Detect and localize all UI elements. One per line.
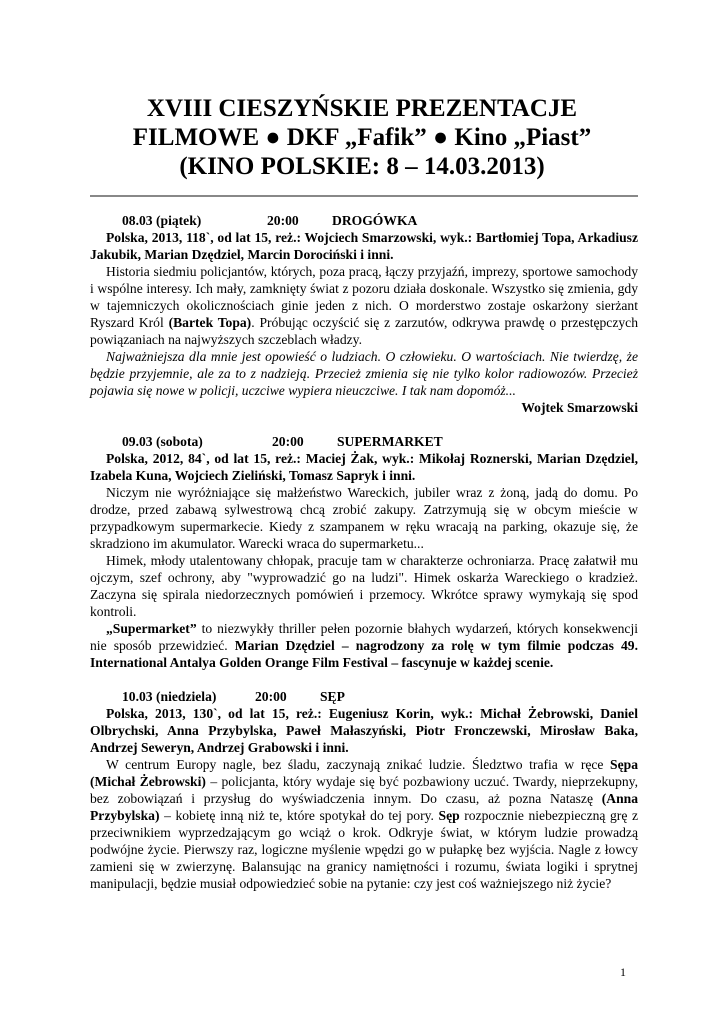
award-text: Marian Dzędziel – nagrodzony za rolę w tym filmie podczas 49. International Antalya Golden Orange Film Festival – fascynuje w każdej scenie. [90, 638, 638, 670]
program-content [90, 212, 638, 909]
screening-line [90, 212, 638, 229]
film-credits: Polska, 2013, 118`, od lat 15, reż.: Wojciech Smarzowski, wyk.: Bartłomiej Topa, Arkadiusz Jakubik, Marian Dzędziel, Marcin Dorociński i inni. [90, 230, 638, 262]
actor-name: (Anna Przybylska) [90, 791, 638, 823]
description-text: – policjanta, który wydaje się być pozbawiony uczuć. Twardy, nieprzekupny, bez zobowiązań i przysług do wyświadczenia innym. Do czasu, aż pozna Nataszę [90, 774, 638, 806]
title-line-1: XVIII CIESZYŃSKIE PREZENTACJE [146, 95, 578, 122]
director-quote: Najważniejsza dla mnie jest opowieść o ludziach. O człowieku. O wartościach. Nie twierdzę, że będzie przyjemnie, ale za to z nadzieją. Przecież zmienia się nie tylko kolor radiowozów. Przecież pojawia się nowe w policji, uczciwe wypiera nieuczciwe. I tak nam dopomóż... [90, 349, 638, 398]
description-text: Historia siedmiu policjantów, których, poza pracą, łączy przyjaźń, imprezy, sportowe samochody i wspólne interesy. Ich mały, zamknięty świat z pozoru działa doskonale. Wszystko się zmienia, gdy w tajemniczych okolicznościach ginie jeden z nich. O morderstwo zostaje oskarżony sierżant Ryszard Król [90, 264, 638, 330]
film-description [90, 263, 638, 348]
film-description: Niczym nie wyróżniające się małżeństwo Wareckich, jubiler wraz z żoną, jadą do domu. Po drodze, przed zabawą sylwestrową chcą zrobić zakupy. Zatrzymują się w obcym mieście w przypadkowym supermarkecie. Kiedy z szampanem w ręku wracają na parking, okazuje się, że skradziono im akumulator. Warecki wraca do supermarketu... [90, 485, 638, 551]
film-title: SĘP [320, 689, 345, 704]
actor-name: Sępa (Michał Żebrowski) [90, 757, 638, 789]
film-credits: Polska, 2013, 130`, od lat 15, reż.: Eugeniusz Korin, wyk.: Michał Żebrowski, Daniel Olbrychski, Anna Przybylska, Paweł Małaszyński, Piotr Fronczewski, Mirosław Baka, Andrzej Seweryn, Andrzej Grabowski i inni. [90, 706, 638, 755]
title-line-3: (KINO POLSKIE: 8 – 14.03.2013) [179, 153, 545, 180]
screening-line [90, 433, 638, 450]
screening-date: 09.03 (sobota) [122, 434, 203, 449]
film-title-mention: „Supermarket” [106, 621, 197, 636]
title-line-2: FILMOWE ● DKF „Fafik” ● Kino „Piast” [132, 124, 592, 151]
screening-time: 20:00 [267, 213, 299, 228]
screening-time: 20:00 [272, 434, 304, 449]
screening-date: 08.03 (piątek) [122, 213, 202, 228]
film-entry-supermarket [90, 433, 638, 671]
page-number: 1 [620, 965, 626, 979]
screening-date: 10.03 (niedziela) [122, 689, 217, 704]
film-entry-drogowka [90, 212, 638, 416]
film-title: DROGÓWKA [332, 213, 418, 228]
screening-line [90, 688, 638, 705]
film-entry-sep [90, 688, 638, 892]
description-text: to niezwykły thriller pełen pozornie błahych wydarzeń, których konsekwencji nie sposób przewidzieć. [90, 621, 638, 653]
film-description [90, 756, 638, 892]
actor-name: (Bartek Topa) [168, 315, 252, 330]
description-text: rozpocznie niebezpieczną grę z przeciwnikiem wyprzedzającym go wciąż o krok. Odkryje świat, w którym ludzie prowadzą podwójne życie. Pierwszy raz, logiczne myślenie wpędzi go w pułapkę bez wyjścia. Nagle z łowcy zamieni się w zwierzynę. Balansując na granicy namiętności i rozumu, świata logiki i sprytnej manipulacji, będzie musiał odpowiedzieć sobie na pytanie: czy jest coś ważniejszego niż życie? [90, 808, 638, 891]
film-description [90, 620, 638, 671]
character-name: Sęp [438, 808, 460, 823]
film-description: Himek, młody utalentowany chłopak, pracuje tam w charakterze ochroniarza. Pracę załatwił mu ojczym, szef ochrony, aby "wyprowadzić go na ludzi". Himek oskarża Wareckiego o kradzież. Zaczyna się spirala niedorzecznych pomówień i przemocy. Wkrótce sprawy wymykają się spod kontroli. [90, 553, 638, 619]
description-text: . Próbując oczyścić się z zarzutów, odkrywa prawdę o przestępczych powiązaniach na najwyższych szczeblach władzy. [90, 315, 638, 347]
film-credits: Polska, 2012, 84`, od lat 15, reż.: Maciej Żak, wyk.: Mikołaj Roznerski, Marian Dzędziel, Izabela Kuna, Wojciech Zieliński, Tomasz Sapryk i inni. [90, 451, 638, 483]
title-divider [90, 195, 638, 197]
quote-author: Wojtek Smarzowski [521, 400, 638, 415]
description-text: – kobietę inną niż te, które spotykał do tej pory. [159, 808, 439, 823]
page-title [60, 94, 664, 181]
description-text: W centrum Europy nagle, bez śladu, zaczynają znikać ludzie. Śledztwo trafia w ręce [106, 757, 611, 772]
screening-time: 20:00 [255, 689, 287, 704]
film-title: SUPERMARKET [337, 434, 443, 449]
